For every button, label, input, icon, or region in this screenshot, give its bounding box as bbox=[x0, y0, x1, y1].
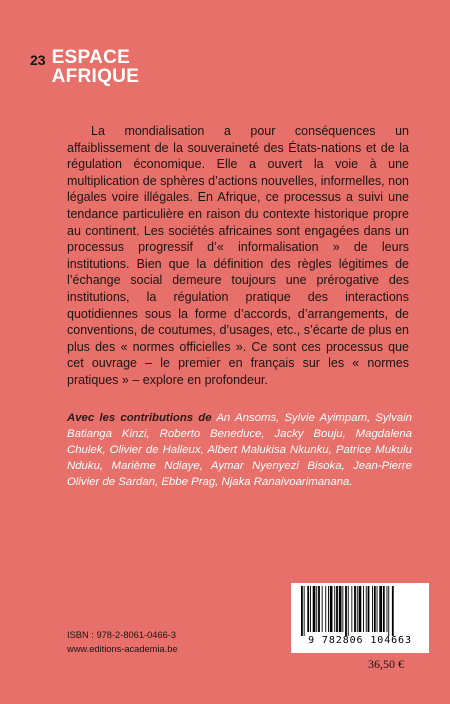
barcode-bar bbox=[368, 586, 370, 632]
barcode bbox=[291, 583, 429, 653]
contributors-lead: Avec les contributions de bbox=[67, 412, 212, 424]
barcode-bar bbox=[334, 586, 335, 632]
barcode-bar bbox=[310, 586, 311, 632]
barcode-digits: 9 782806 104663 bbox=[308, 635, 412, 646]
barcode-bar bbox=[345, 586, 347, 636]
series-title-line1: ESPACE bbox=[51, 47, 131, 68]
series-title bbox=[52, 48, 140, 86]
price: 36,50 € bbox=[368, 657, 404, 671]
series-number: 23 bbox=[30, 52, 46, 68]
barcode-bar bbox=[339, 586, 342, 632]
barcode-bar bbox=[330, 586, 333, 632]
barcode-bar bbox=[366, 586, 367, 632]
back-cover-blurb: La mondialisation a pour conséquences un affaiblissement de la souveraineté des États-nations et de la régulation économique. Elle a ouvert la voie à une multiplication de sphères d’actions nouvelles, informelles, non légales voire illégales. En Afrique, ce processus a suivi une tendance particulière en raison du contexte historique propre au continent. Les sociétés africaines sont engagées dans un processus progressif d’« informalisation » de leurs institutions. Bien que la définition des règles légitimes de l’échange social demeure toujours une prérogative des institutions, la régulation pratique des interactions quotidiennes sous la forme d’accords, d’arrangements, de conventions, de coutumes, d’usages, etc., s’écarte de plus en plus des « normes officielles ». Ce sont ces processus que cet ouvrage – le premier en français sur les « normes pratiques » – explore en profondeur. bbox=[67, 124, 409, 387]
barcode-bar bbox=[363, 586, 364, 632]
barcode-bar bbox=[304, 586, 305, 636]
website-text: www.editions-academia.be bbox=[67, 644, 178, 654]
series-title-line2: AFRIQUE bbox=[51, 66, 140, 87]
contributors-names: An Ansoms, Sylvie Ayimpam, Sylvain Batianga Kinzi, Roberto Beneduce, Jacky Bouju, Magdalena Chulek, Olivier de Halleux, Albert Malukisa Nkunku, Patrice Mukulu Nduku, Marième Ndiaye, Aymar Nyenyezi Bisoka, Jean-Pierre Olivier de Sardan, Ebbe Prag, Njaka Ranaivoarimanana. bbox=[67, 412, 412, 488]
barcode-bar bbox=[372, 586, 373, 632]
barcode-bar bbox=[387, 586, 388, 632]
publication-info bbox=[67, 628, 178, 656]
barcode-bar bbox=[307, 586, 309, 632]
barcode-bar bbox=[377, 586, 378, 632]
barcode-bar bbox=[388, 586, 389, 636]
contributors-paragraph bbox=[67, 410, 412, 490]
barcode-bars bbox=[295, 586, 425, 636]
barcode-bar bbox=[354, 586, 356, 632]
barcode-bar bbox=[359, 586, 362, 632]
barcode-bar bbox=[383, 586, 385, 632]
barcode-bar bbox=[325, 586, 326, 632]
barcode-bar bbox=[342, 586, 343, 632]
barcode-bar bbox=[313, 586, 316, 632]
barcode-bar bbox=[301, 586, 303, 636]
barcode-bar bbox=[357, 586, 358, 632]
barcode-bar bbox=[379, 586, 382, 632]
barcode-bar bbox=[318, 586, 320, 632]
barcode-bar bbox=[374, 586, 376, 632]
isbn-text: ISBN : 978-2-8061-0466-3 bbox=[67, 630, 177, 640]
barcode-bar bbox=[328, 586, 329, 632]
series-logo bbox=[30, 48, 139, 86]
barcode-bar bbox=[348, 586, 349, 636]
barcode-bar bbox=[322, 586, 323, 632]
barcode-bar bbox=[351, 586, 352, 632]
barcode-bar bbox=[336, 586, 338, 632]
barcode-bar bbox=[316, 586, 317, 632]
barcode-bar bbox=[392, 586, 394, 636]
